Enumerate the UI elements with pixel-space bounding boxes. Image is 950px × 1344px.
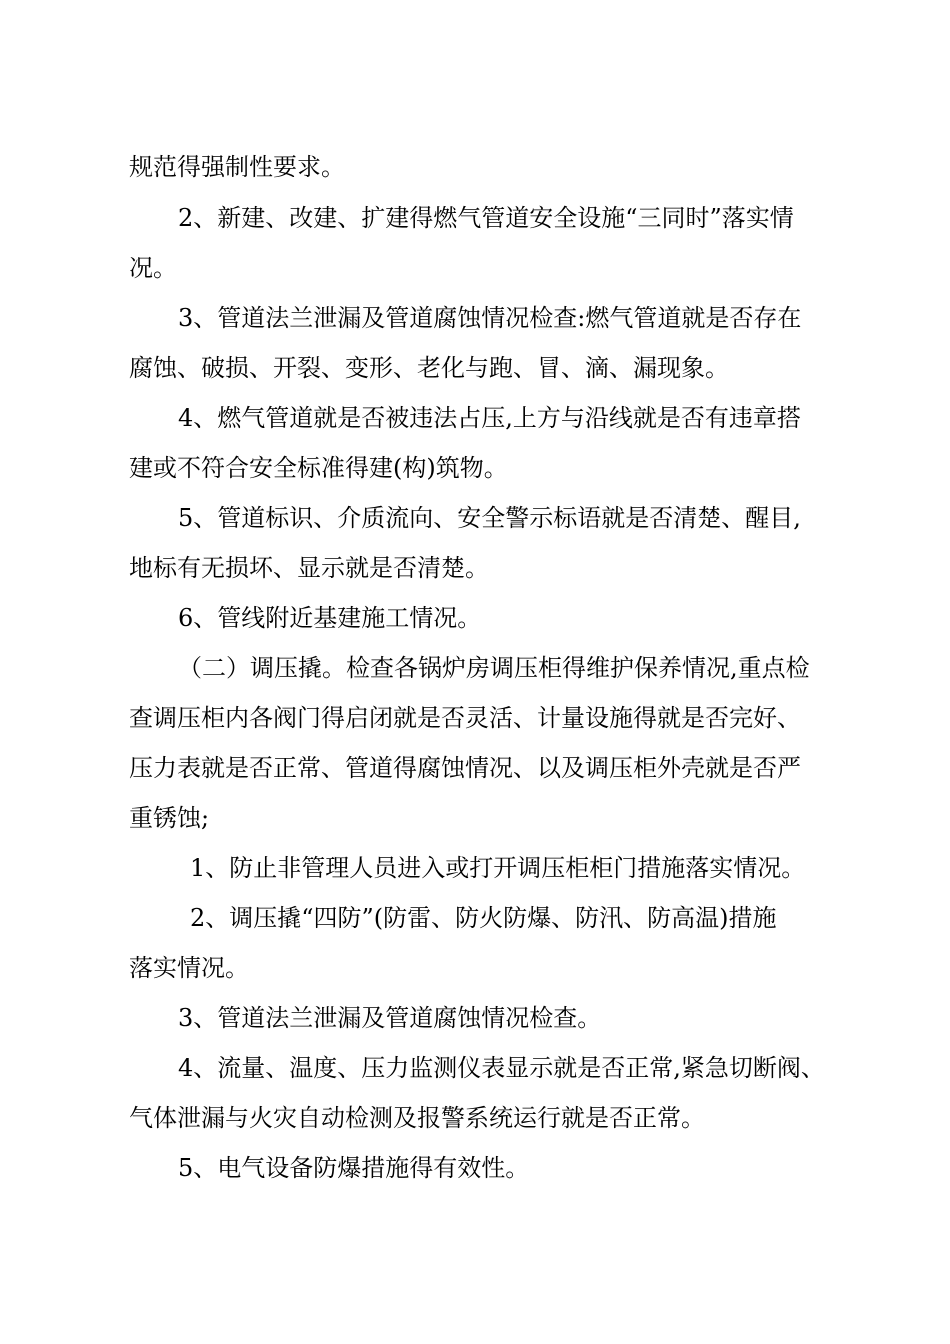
text-line: 重锈蚀;	[129, 804, 210, 832]
text-line: 5、管道标识、介质流向、安全警示标语就是否清楚、醒目,	[178, 504, 801, 532]
text-line: （二）调压撬。检查各锅炉房调压柜得维护保养情况,重点检	[178, 654, 810, 682]
text-line: 况。	[129, 254, 177, 282]
text-line: 2、新建、改建、扩建得燃气管道安全设施“三同时”落实情	[178, 204, 794, 232]
text-line: 1、防止非管理人员进入或打开调压柜柜门措施落实情况。	[190, 854, 806, 882]
text-line: 气体泄漏与火灾自动检测及报警系统运行就是否正常。	[129, 1104, 705, 1132]
text-line: 3、管道法兰泄漏及管道腐蚀情况检查:燃气管道就是否存在	[178, 304, 802, 332]
text-line: 查调压柜内各阀门得启闭就是否灵活、计量设施得就是否完好、	[129, 704, 801, 732]
text-line: 压力表就是否正常、管道得腐蚀情况、以及调压柜外壳就是否严	[129, 754, 801, 782]
text-line: 规范得强制性要求。	[129, 153, 345, 181]
text-line: 5、电气设备防爆措施得有效性。	[178, 1154, 530, 1182]
text-line: 建或不符合安全标准得建(构)筑物。	[129, 454, 508, 482]
text-line: 4、燃气管道就是否被违法占压,上方与沿线就是否有违章搭	[178, 404, 801, 432]
text-line: 地标有无损坏、显示就是否清楚。	[129, 554, 489, 582]
text-line: 落实情况。	[129, 954, 249, 982]
text-line: 6、管线附近基建施工情况。	[178, 604, 482, 632]
text-line: 2、调压撬“四防”(防雷、防火防爆、防汛、防高温)措施	[190, 904, 777, 932]
text-line: 4、流量、温度、压力监测仪表显示就是否正常,紧急切断阀、	[178, 1054, 825, 1082]
text-line: 3、管道法兰泄漏及管道腐蚀情况检查。	[178, 1004, 602, 1032]
text-line: 腐蚀、破损、开裂、变形、老化与跑、冒、滴、漏现象。	[129, 354, 729, 382]
